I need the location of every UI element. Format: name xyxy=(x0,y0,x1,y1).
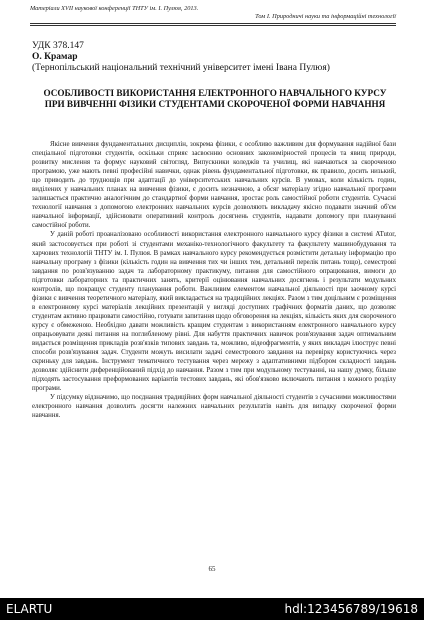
header-line-1: Матеріали XVII наукової конференції ТНТУ ім. І. Пулюя, 2013. xyxy=(30,5,199,12)
article-body xyxy=(32,140,396,420)
author-name: О. Крамар xyxy=(32,52,78,62)
article-meta xyxy=(32,41,330,74)
footer-handle: hdl:123456789/19618 xyxy=(284,602,418,616)
paragraph-2: У даній роботі проаналізовано особливості використання електронного навчального курсу фізики в системі ATutor, який застосовується при роботі зі студентами механіко-технологічного факультету та факультету машинобудування та харчових технологій ТНТУ ім. І. Пулюя. В рамках навчального курсу рекомендується розмістити детальну інформацію про навчальну програму з фізики (кількість годин на вивчення тих чи інших тем, детальний перелік питань тощо), семестрові завдання по розв'язуванню задач та лабораторному практикуму, питання для самостійного опрацювання, вимоги до підготовки лабораторних та практичних занять, критерії оцінювання навчальних досягнень і результати модульних контролів, що покращує студенту планування роботи. Важливим елементом навчальної діяльності при заочному курсі фізики є вивчення теоретичного матеріалу, який викладається на традиційних лекціях. Разом з тим доцільним є розміщення в електронному курсі матеріалів лекційних презентацій у вигляді доступних графічних форматів даних, що дозволяє студентам активно працювати самостійно, готувати запитання щодо обговорення на лекціях, кількість яких для скороченого курсу є обмеженою. Необхідно давати можливість кращим студентам з використанням електронного навчального курсу опрацьовувати деякі питання на поглибленому рівні. Для набуття практичних навичок розв'язування задач оптимальним видається розміщення прикладів розв'язків типових завдань та, можливо, відеофрагментів, у яких викладач ілюструє певні способи розв'язування задач. Студенти можуть висилати задачі семестрового завдання на перевірку користуючись через скриньку для завдань. Інструмент тематичного тестування через мережу з адаптативними підбором складності завдань дозволяє здійснити диференційований підхід до навчання. Разом з тим при модульному тестуванні, на нашу думку, більше підходять застосування преформованих варіантів тестових завдань, які обов'язково включають питання з кожного розділу програми. xyxy=(32,231,396,393)
footer-repository-label: ELARTU xyxy=(6,602,53,616)
udc-code: УДК 378.147 xyxy=(32,41,84,51)
author-affiliation: (Тернопільський національний технічний університет імені Івана Пулюя) xyxy=(32,63,330,73)
footer-bar xyxy=(0,598,424,620)
header-divider xyxy=(30,23,396,26)
page-number: 65 xyxy=(208,565,216,573)
article-title: ОСОБЛИВОСТІ ВИКОРИСТАННЯ ЕЛЕКТРОННОГО НАВЧАЛЬНОГО КУРСУ ПРИ ВИВЧЕННІ ФІЗИКИ СТУДЕНТАМИ СКОРОЧЕНОЇ ФОРМИ НАВЧАННЯ xyxy=(43,88,387,109)
header-line-2: Том І. Природничі науки та інформаційні технології xyxy=(255,12,396,20)
paragraph-3: У підсумку відзначимо, що поєднання традиційних форм навчальної діяльності студентів з сучасними можливостями електронного навчання дозволить досягти належних навчальних результатів навіть для випадку скороченої форми навчання. xyxy=(32,394,396,420)
running-header xyxy=(30,5,396,20)
paragraph-1: Якісне вивчення фундаментальних дисциплін, зокрема фізики, є особливо важливим для формування надійної бази спеціальної підготовки студентів, оскільки сприяє засвоєнню основних закономірностей процесів та явищ природи, розвитку мислення та формує науковий світогляд. Випускники коледжів та училищ, які навчаються за скороченою програмою, уже мають певні професійні навички, однак рівень фундаментальної підготовки, як правило, досить низький, що приводить до труднощів при адаптації до університетських навчальних курсів. В умовах, коли кількість годин, виділених у навчальних планах на вивчення фізики, є досить незначною, а обсяг матеріалу згідно навчальної програми залишається практично аналогічним до стандартної форми навчання, зростає роль самостійної роботи студентів. Сучасні технології навчання з допомогою електронних навчальних курсів дозволяють викладачу якісно подавати значний об'єм навчальної інформації, здійснювати оперативний контроль досягнень студентів, надавати допомогу при плануванні самостійної роботи. xyxy=(32,141,396,230)
